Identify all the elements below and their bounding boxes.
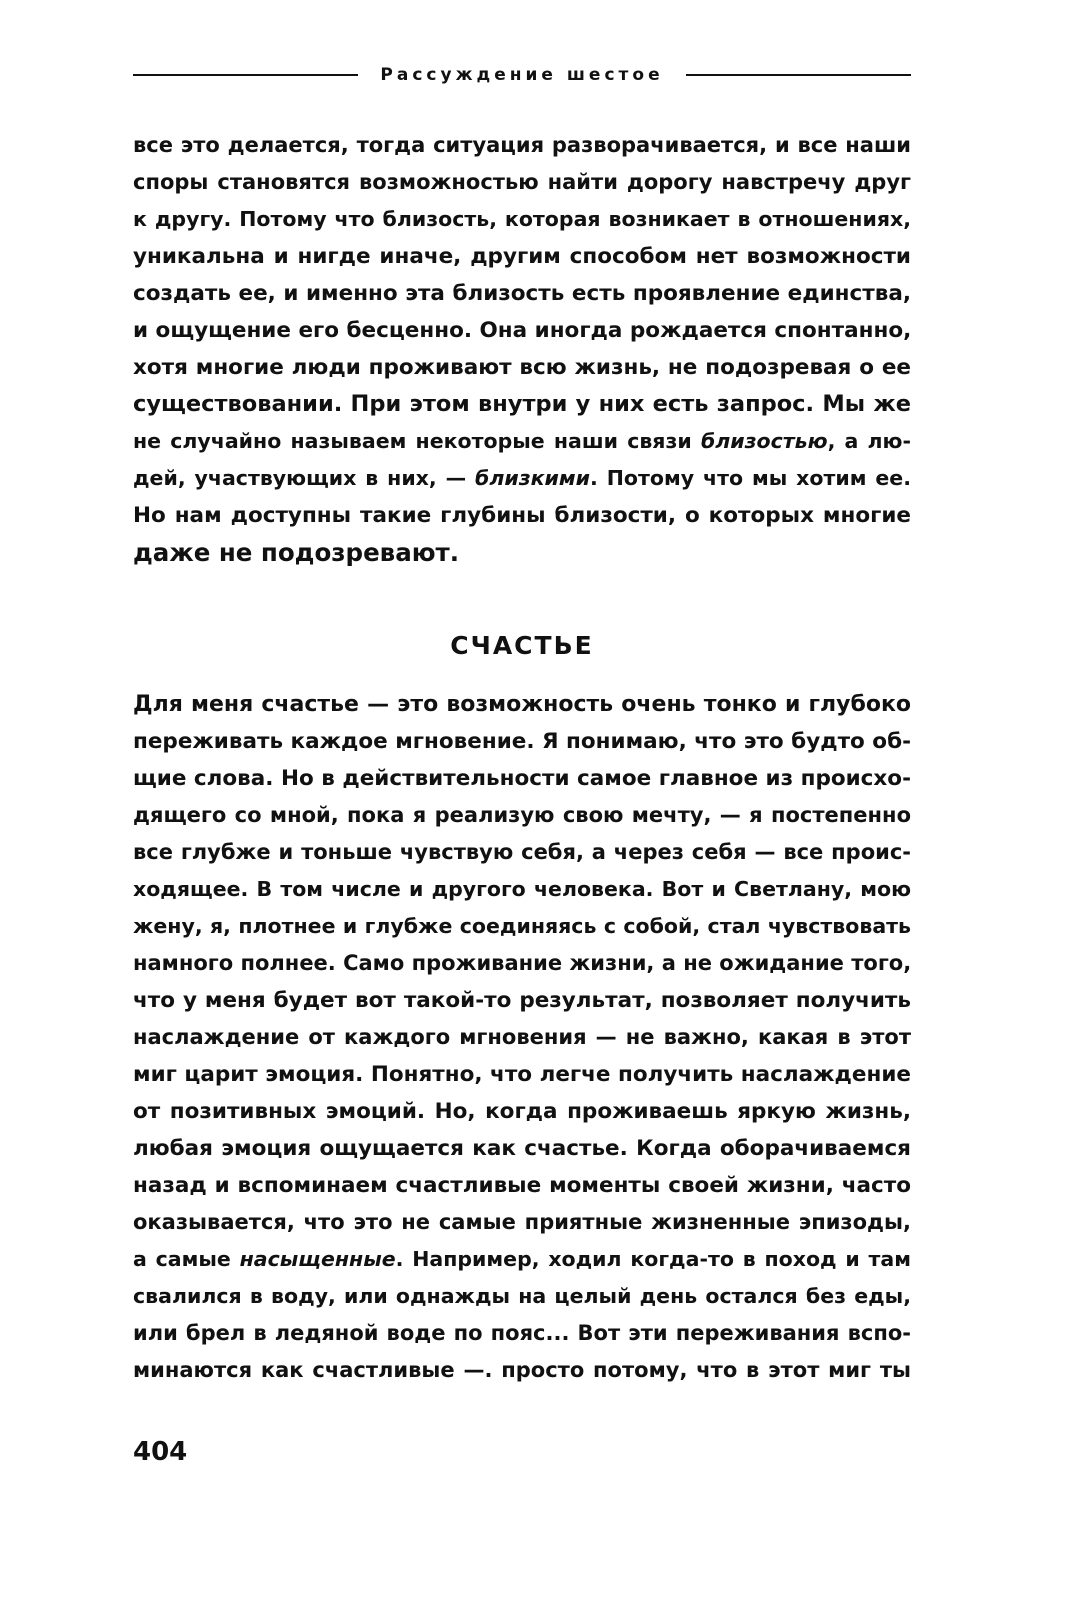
text-line: существовании. При этом внутри у них есть запрос. Мы же <box>133 391 911 417</box>
text-line: миг царит эмоция. Понятно, что легче получить наслаждение <box>133 1062 911 1087</box>
text-line: все глубже и тоньше чувствую себя, а через себя — все проис- <box>133 840 911 864</box>
running-head-title: Рассуждение шестое <box>380 65 664 85</box>
paragraph-1 <box>133 127 911 571</box>
paragraph-2 <box>133 686 911 1389</box>
text-segment: . Например, ходил когда-то в поход и там <box>395 1247 912 1271</box>
text-line: споры становятся возможностью найти дорогу навстречу друг <box>133 170 911 194</box>
text-line: переживать каждое мгновение. Я понимаю, что это будто об- <box>133 729 911 754</box>
text-segment: , а лю- <box>827 429 911 453</box>
text-line: жену, я, плотнее и глубже соединяясь с собой, стал чувствовать <box>133 914 911 938</box>
text-line: уникальна и нигде иначе, другим способом нет возможности <box>133 244 911 269</box>
text-line: что у меня будет вот такой-то результат, позволяет получить <box>133 988 911 1013</box>
text-line: ходящее. В том числе и другого человека. Вот и Светлану, мою <box>133 877 911 901</box>
italic-term: насыщенные <box>239 1247 396 1271</box>
text-line: и ощущение его бесценно. Она иногда рождается спонтанно, <box>133 318 912 343</box>
text-line: от позитивных эмоций. Но, когда проживаешь яркую жизнь, <box>133 1099 911 1124</box>
text-line <box>133 423 911 460</box>
text-line: назад и вспоминаем счастливые моменты своей жизни, часто <box>133 1173 911 1198</box>
text-line: Но нам доступны такие глубины близости, о которых многие <box>133 503 911 528</box>
text-segment: не случайно называем некоторые наши связи <box>133 429 701 453</box>
text-line: намного полнее. Само проживание жизни, а не ожидание того, <box>133 951 912 975</box>
text-line: щие слова. Но в действительности самое главное из происхо- <box>133 766 911 791</box>
text-line: или брел в ледяной воде по пояс... Вот эти переживания вспо- <box>133 1321 911 1345</box>
text-line: оказывается, что это не самые приятные жизненные эпизоды, <box>133 1210 911 1234</box>
running-head <box>133 60 911 90</box>
text-line: Для меня счастье — это возможность очень тонко и глубоко <box>133 692 911 717</box>
text-line <box>133 1241 911 1278</box>
text-line: любая эмоция ощущается как счастье. Когда оборачиваемся <box>133 1136 911 1161</box>
text-line: минаются как счастливые —. просто потому, что в этот миг ты <box>133 1358 911 1382</box>
text-line: дящего со мной, пока я реализую свою мечту, — я постепенно <box>133 803 911 827</box>
running-head-rule-left <box>133 74 358 76</box>
text-line: даже не подозревают. <box>133 538 460 567</box>
text-segment: дей, участвующих в них, — <box>133 466 476 490</box>
italic-term: близостью <box>700 429 828 453</box>
section-title: СЧАСТЬЕ <box>450 631 594 660</box>
text-line: наслаждение от каждого мгновения — не важно, какая в этот <box>133 1025 911 1049</box>
text-line: свалился в воду, или однажды на целый день остался без еды, <box>133 1284 911 1308</box>
text-segment: а самые <box>133 1247 240 1271</box>
text-line: все это делается, тогда ситуация разворачивается, и все наши <box>133 133 911 157</box>
running-head-rule-right <box>686 74 911 76</box>
text-line: к другу. Потому что близость, которая возникает в отношениях, <box>133 207 911 231</box>
text-line: хотя многие люди проживают всю жизнь, не подозревая о ее <box>133 355 911 380</box>
text-line: создать ее, и именно эта близость есть проявление единства, <box>133 281 911 306</box>
text-segment: . Потому что мы хотим ее. <box>590 466 911 490</box>
page-number: 404 <box>133 1437 188 1467</box>
text-line <box>133 460 911 497</box>
italic-term: близкими <box>475 466 591 490</box>
